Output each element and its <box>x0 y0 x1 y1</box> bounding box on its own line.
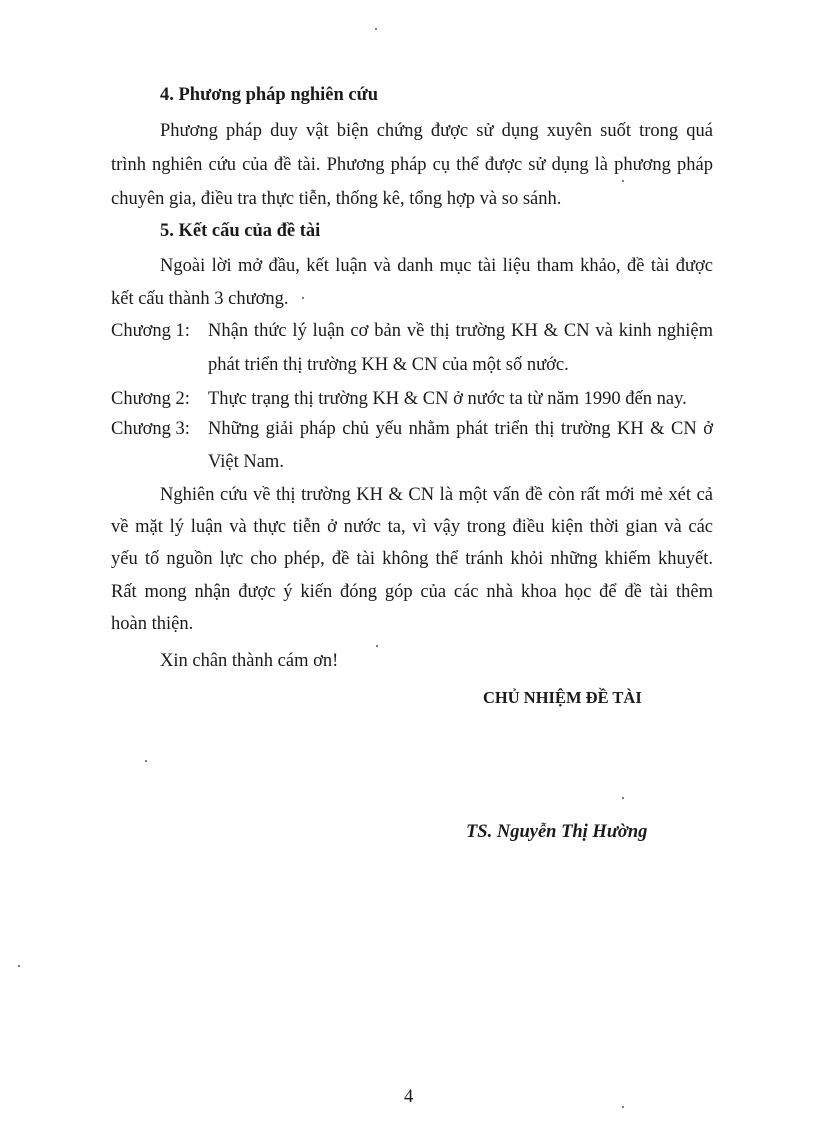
scan-speck <box>376 645 378 647</box>
scan-speck <box>375 28 377 30</box>
scan-speck <box>302 297 304 299</box>
signature-name: TS. Nguyễn Thị Hường <box>466 822 648 842</box>
chapter-1-line-2: phát triển thị trường KH & CN của một số nước. <box>208 355 569 375</box>
closing-paragraph-line-2: về mặt lý luận và thực tiễn ở nước ta, vì vậy trong điều kiện thời gian và các <box>111 517 713 537</box>
scan-speck <box>145 760 147 762</box>
section-4-paragraph-line-2: trình nghiên cứu của đề tài. Phương pháp cụ thể được sử dụng là phương pháp <box>111 155 713 175</box>
section-4-paragraph-line-1: Phương pháp duy vật biện chứng được sử dụng xuyên suốt trong quá <box>160 121 713 141</box>
thanks-line: Xin chân thành cám ơn! <box>160 651 339 671</box>
scan-speck <box>18 965 20 967</box>
chapter-3-label: Chương 3: <box>111 419 190 439</box>
section-5-heading: 5. Kết cấu của đề tài <box>160 221 321 241</box>
scan-speck <box>622 1106 624 1108</box>
scan-speck <box>622 797 624 799</box>
section-5-intro-line-2: kết cấu thành 3 chương. <box>111 289 289 309</box>
signature-role: CHỦ NHIỆM ĐỀ TÀI <box>483 688 642 707</box>
section-4-heading: 4. Phương pháp nghiên cứu <box>160 85 379 105</box>
chapter-2-label: Chương 2: <box>111 389 190 409</box>
chapter-1-line-1: Nhận thức lý luận cơ bản về thị trường KH & CN và kinh nghiệm <box>208 321 713 341</box>
closing-paragraph-line-4: Rất mong nhận được ý kiến đóng góp của các nhà khoa học để đề tài thêm <box>111 582 713 602</box>
chapter-3-line-2: Việt Nam. <box>208 452 284 472</box>
closing-paragraph-line-3: yếu tố nguồn lực cho phép, đề tài không thể tránh khỏi những khiếm khuyết. <box>111 549 713 569</box>
chapter-2-line-1: Thực trạng thị trường KH & CN ở nước ta từ năm 1990 đến nay. <box>208 389 687 409</box>
section-5-intro-line-1: Ngoài lời mở đầu, kết luận và danh mục tài liệu tham khảo, đề tài được <box>160 256 713 276</box>
section-4-paragraph-line-3: chuyên gia, điều tra thực tiễn, thống kê, tổng hợp và so sánh. <box>111 189 562 209</box>
closing-paragraph-line-5: hoàn thiện. <box>111 614 194 634</box>
chapter-1-label: Chương 1: <box>111 321 190 341</box>
closing-paragraph-line-1: Nghiên cứu về thị trường KH & CN là một vấn đề còn rất mới mẻ xét cả <box>160 485 713 505</box>
page-number: 4 <box>404 1087 414 1107</box>
chapter-3-line-1: Những giải pháp chủ yếu nhằm phát triển thị trường KH & CN ở <box>208 419 713 439</box>
scan-speck <box>622 180 624 182</box>
